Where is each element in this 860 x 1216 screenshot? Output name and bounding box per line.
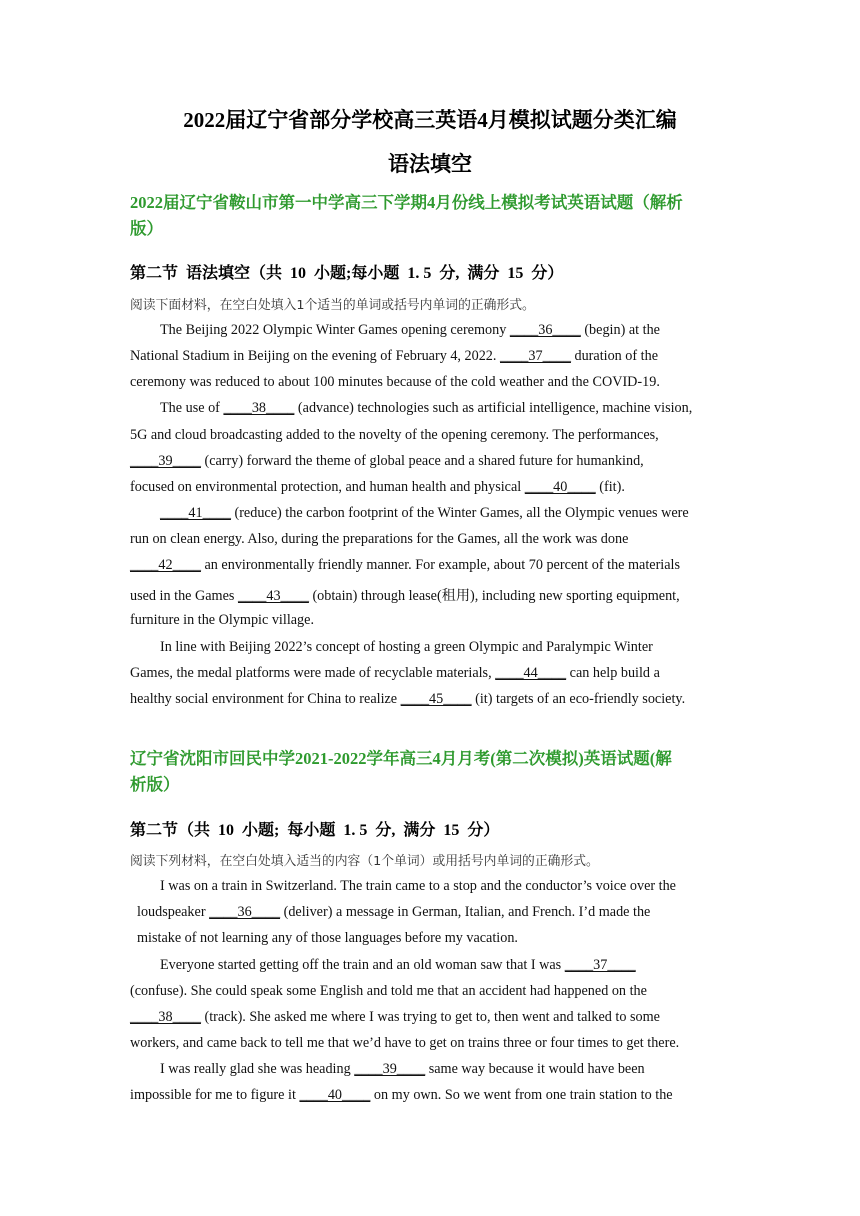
passage-line: 5G and cloud broadcasting added to the novelty of the opening ceremony. The performances, [130, 427, 659, 443]
answer-blank: ____45____ [400, 691, 472, 707]
answer-blank: ____42____ [130, 557, 201, 573]
answer-blank: ____43____ [237, 588, 309, 604]
passage-line: I was really glad she was heading ____39____ same way because it would have been [160, 1061, 645, 1077]
passage-line: ____38____ (track). She asked me where I was trying to get to, then went and talked to some [130, 1009, 660, 1025]
passage-line: ____42____ an environmentally friendly manner. For example, about 70 percent of the materials [130, 557, 681, 573]
passage-line: workers, and came back to tell me that we’d have to get on trains three or four times to get there. [130, 1035, 680, 1051]
passage-line: Everyone started getting off the train and an old woman saw that I was ____37____ [160, 957, 636, 973]
passage-line: The Beijing 2022 Olympic Winter Games opening ceremony ____36____ (begin) at the [160, 322, 660, 338]
passage-line: used in the Games ____43____ (obtain) through lease(租用), including new sporting equipment, [130, 588, 680, 604]
section2-instruction: 阅读下列材料，在空白处填入适当的内容（1个单词）或用括号内单词的正确形式。 [130, 854, 599, 869]
passage-line: ____41____ (reduce) the carbon footprint of the Winter Games, all the Olympic venues were [160, 505, 689, 521]
answer-blank: ____36____ [209, 904, 281, 920]
answer-blank: ____40____ [299, 1087, 371, 1103]
answer-blank: ____41____ [160, 505, 231, 521]
section2-heading-line1: 辽宁省沈阳市回民中学2021-2022学年高三4月月考(第二次模拟)英语试题(解 [130, 749, 672, 768]
answer-blank: ____39____ [130, 453, 201, 469]
answer-blank: ____37____ [500, 348, 571, 364]
passage-line: (confuse). She could speak some English and told me that an accident had happened on the [130, 983, 647, 999]
answer-blank: ____37____ [564, 957, 636, 973]
section2-heading-line2: 析版） [130, 775, 180, 794]
section1-heading [130, 190, 740, 242]
passage-line: ceremony was reduced to about 100 minutes because of the cold weather and the COVID-19. [130, 374, 660, 390]
passage-line: loudspeaker ____36____ (deliver) a message in German, Italian, and French. I’d made the [137, 904, 651, 920]
passage-line: furniture in the Olympic village. [130, 612, 314, 628]
answer-blank: ____38____ [223, 400, 295, 416]
passage-line: focused on environmental protection, and human health and physical ____40____ (fit). [130, 479, 625, 495]
passage-line: run on clean energy. Also, during the preparations for the Games, all the work was done [130, 531, 629, 547]
answer-blank: ____44____ [495, 665, 567, 681]
passage-line: Games, the medal platforms were made of recyclable materials, ____44____ can help build a [130, 665, 660, 681]
section1-instruction: 阅读下面材料，在空白处填入1个适当的单词或括号内单词的正确形式。 [130, 298, 535, 313]
section1-heading-line2: 版） [130, 219, 163, 238]
passage-line: The use of ____38____ (advance) technologies such as artificial intelligence, machine vision, [160, 400, 693, 416]
document-subtitle: 语法填空 [388, 152, 472, 176]
passage-line: National Stadium in Beijing on the evening of February 4, 2022. ____37____ duration of the [130, 348, 659, 364]
section1-heading-line1: 2022届辽宁省鞍山市第一中学高三下学期4月份线上模拟考试英语试题（解析 [130, 193, 683, 212]
passage-line: I was on a train in Switzerland. The train came to a stop and the conductor’s voice over the [160, 878, 676, 894]
passage-line: In line with Beijing 2022’s concept of hosting a green Olympic and Paralympic Winter [160, 639, 653, 655]
section2-subheading: 第二节（共 10 小题; 每小题 1. 5 分, 满分 15 分） [130, 822, 500, 839]
section2-heading [130, 746, 740, 798]
passage-line: healthy social environment for China to realize ____45____ (it) targets of an eco-friendly society. [130, 691, 686, 707]
answer-blank: ____39____ [354, 1061, 426, 1077]
document-title: 2022届辽宁省部分学校高三英语4月模拟试题分类汇编 [183, 108, 677, 132]
passage-line: ____39____ (carry) forward the theme of global peace and a shared future for humankind, [130, 453, 644, 469]
section1-subheading: 第二节 语法填空（共 10 小题;每小题 1. 5 分, 满分 15 分） [130, 265, 564, 282]
answer-blank: ____38____ [130, 1009, 201, 1025]
passage-line: mistake of not learning any of those languages before my vacation. [137, 930, 518, 946]
passage-line: impossible for me to figure it ____40____ on my own. So we went from one train station to the [130, 1087, 673, 1103]
answer-blank: ____36____ [509, 322, 581, 338]
answer-blank: ____40____ [524, 479, 596, 495]
